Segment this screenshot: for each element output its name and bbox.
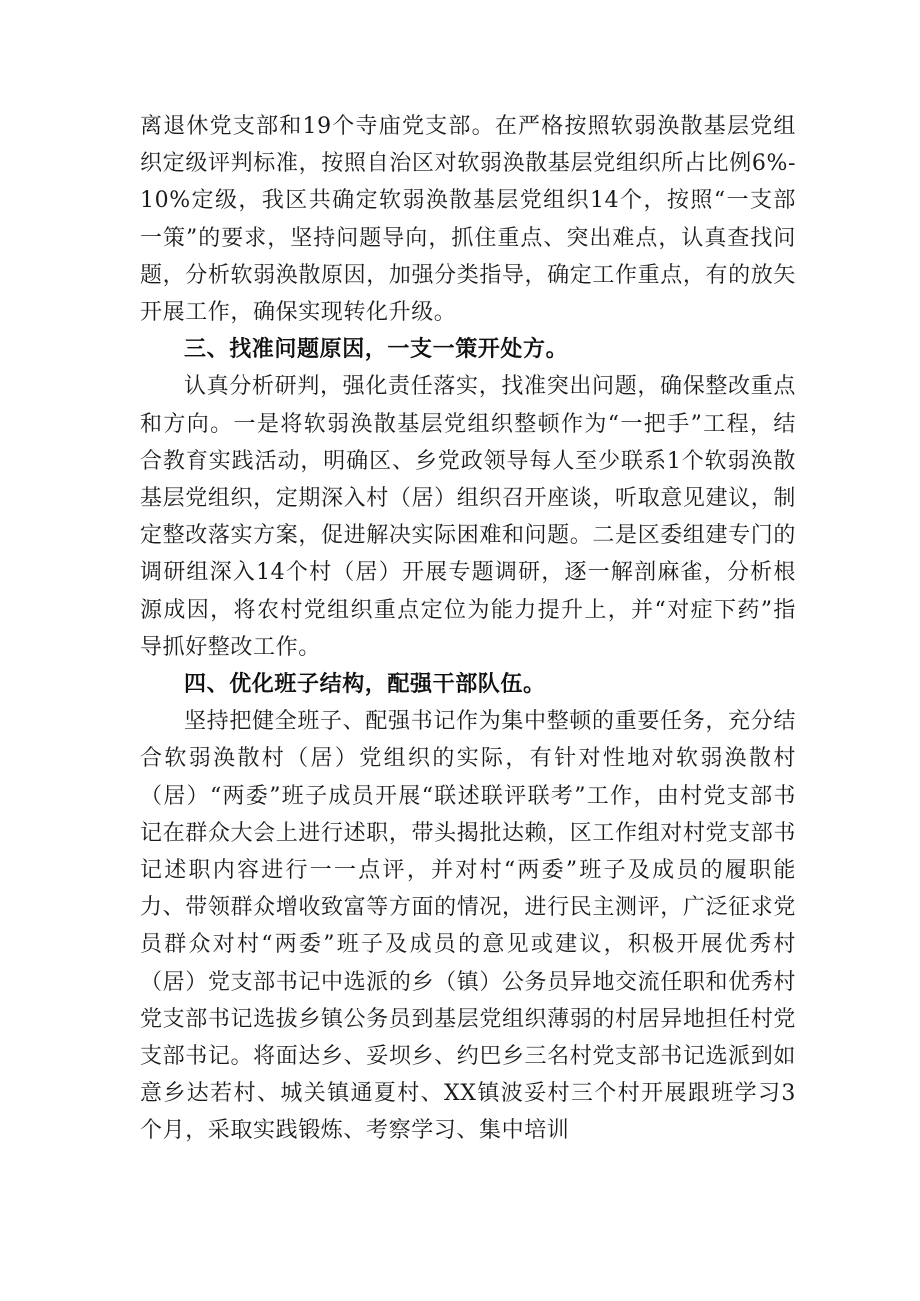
document-page <box>140 108 796 1150</box>
paragraph-section-3-body: 认真分析研判，强化责任落实，找准突出问题，确保整改重点和方向。一是将软弱涣散基层党组织整顿作为“一把手”工程，结合教育实践活动，明确区、乡党政领导每人至少联系1个软弱涣散基层党组织，定期深入村（居）组织召开座谈，听取意见建议，制定整改落实方案，促进解决实际困难和问题。二是区委组建专门的调研组深入14个村（居）开展专题调研，逐一解剖麻雀，分析根源成因，将农村党组织重点定位为能力提升上，并“对症下药”指导抓好整改工作。 <box>140 374 796 660</box>
paragraph-section-4-body: 坚持把健全班子、配强书记作为集中整顿的重要任务，充分结合软弱涣散村（居）党组织的实际，有针对性地对软弱涣散村（居）“两委”班子成员开展“联述联评联考”工作，由村党支部书记在群众大会上进行述职，带头揭批达赖，区工作组对村党支部书记述职内容进行一一点评，并对村“两委”班子及成员的履职能力、带领群众增收致富等方面的情况，进行民主测评，广泛征求党员群众对村“两委”班子及成员的意见或建议，积极开展优秀村（居）党支部书记中选派的乡（镇）公务员异地交流任职和优秀村党支部书记选拔乡镇公务员到基层党组织薄弱的村居异地担任村党支部书记。将面达乡、妥坝乡、约巴乡三名村党支部书记选派到如意乡达若村、城关镇通夏村、XX镇波妥村三个村开展跟班学习3个月，采取实践锻炼、考察学习、集中培训 <box>140 709 796 1144</box>
section-heading-4: 四、优化班子结构，配强干部队伍。 <box>184 672 546 698</box>
section-heading-3: 三、找准问题原因，一支一策开处方。 <box>184 337 569 363</box>
paragraph-continuation: 离退休党支部和19个寺庙党支部。在严格按照软弱涣散基层党组织定级评判标准，按照自治区对软弱涣散基层党组织所占比例6%-10%定级，我区共确定软弱涣散基层党组织14个，按照“一支部一策”的要求，坚持问题导向，抓住重点、突出难点，认真查找问题，分析软弱涣散原因，加强分类指导，确定工作重点，有的放矢开展工作，确保实现转化升级。 <box>140 114 796 326</box>
